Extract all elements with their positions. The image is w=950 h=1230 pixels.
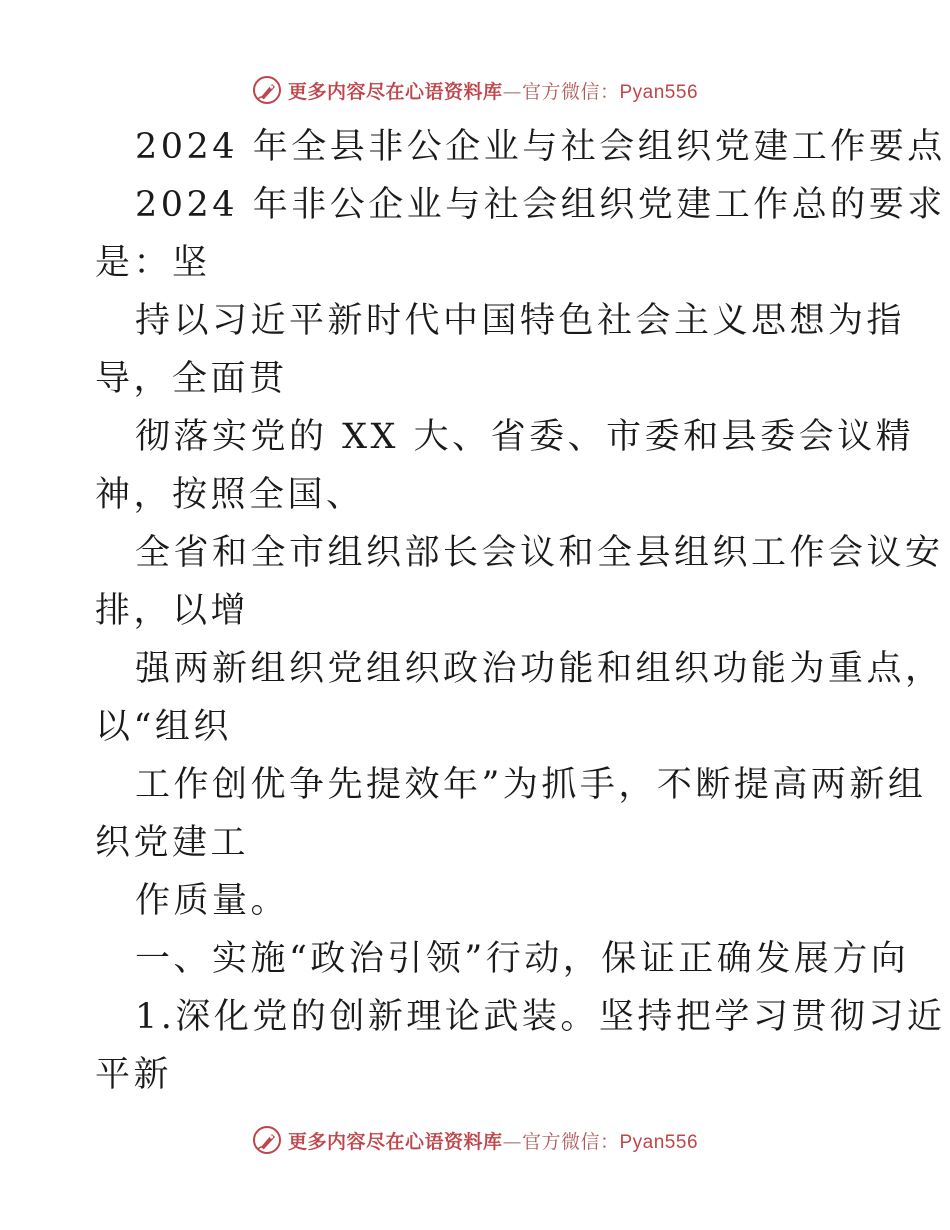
- watermark-text: [288, 1127, 698, 1154]
- text-line: 全省和全市组织部长会议和全县组织工作会议安: [135, 533, 944, 573]
- pen-nib-logo-icon: [252, 75, 282, 105]
- text-line: 以“组织: [95, 707, 232, 747]
- text-line: 织党建工: [95, 823, 250, 863]
- text-line: 工作创优争先提效年”为抓手，不断提高两新组: [135, 765, 927, 805]
- watermark-separator: —: [502, 80, 522, 103]
- text-line: 持以习近平新时代中国特色社会主义思想为指: [135, 301, 906, 341]
- text-line: 平新: [95, 1055, 173, 1095]
- watermark-wechat-id: Pyan556: [619, 1131, 699, 1153]
- watermark-wechat-label: 官方微信：: [521, 80, 620, 103]
- text-line: 1.深化党的创新理论武装。坚持把学习贯彻习近: [135, 997, 946, 1037]
- footer-watermark: [0, 1120, 950, 1160]
- text-line: 神，按照全国、: [95, 475, 365, 515]
- text-line: 是：坚: [95, 243, 211, 283]
- document-title: 2024 年全县非公企业与社会组织党建工作要点: [135, 127, 946, 167]
- watermark-wechat-label: 官方微信：: [521, 1130, 620, 1153]
- watermark-brand: 更多内容尽在心语资料库: [287, 1130, 503, 1153]
- watermark-text: [288, 77, 698, 104]
- text-line: 排，以增: [95, 591, 250, 631]
- document-body: [95, 118, 946, 1104]
- watermark-separator: —: [502, 1130, 522, 1153]
- header-watermark: [0, 70, 950, 110]
- text-line: 作质量。: [135, 881, 290, 921]
- text-line: 强两新组织党组织政治功能和组织功能为重点，: [135, 649, 944, 689]
- watermark-brand: 更多内容尽在心语资料库: [287, 80, 503, 103]
- pen-nib-logo-icon: [252, 1125, 282, 1155]
- section-heading: 一、实施“政治引领”行动，保证正确发展方向: [135, 939, 910, 979]
- watermark-wechat-id: Pyan556: [619, 81, 699, 103]
- text-line: 彻落实党的 XX 大、省委、市委和县委会议精: [135, 417, 915, 457]
- text-line: 导，全面贯: [95, 359, 288, 399]
- text-line: 2024 年非公企业与社会组织党建工作总的要求: [135, 185, 946, 225]
